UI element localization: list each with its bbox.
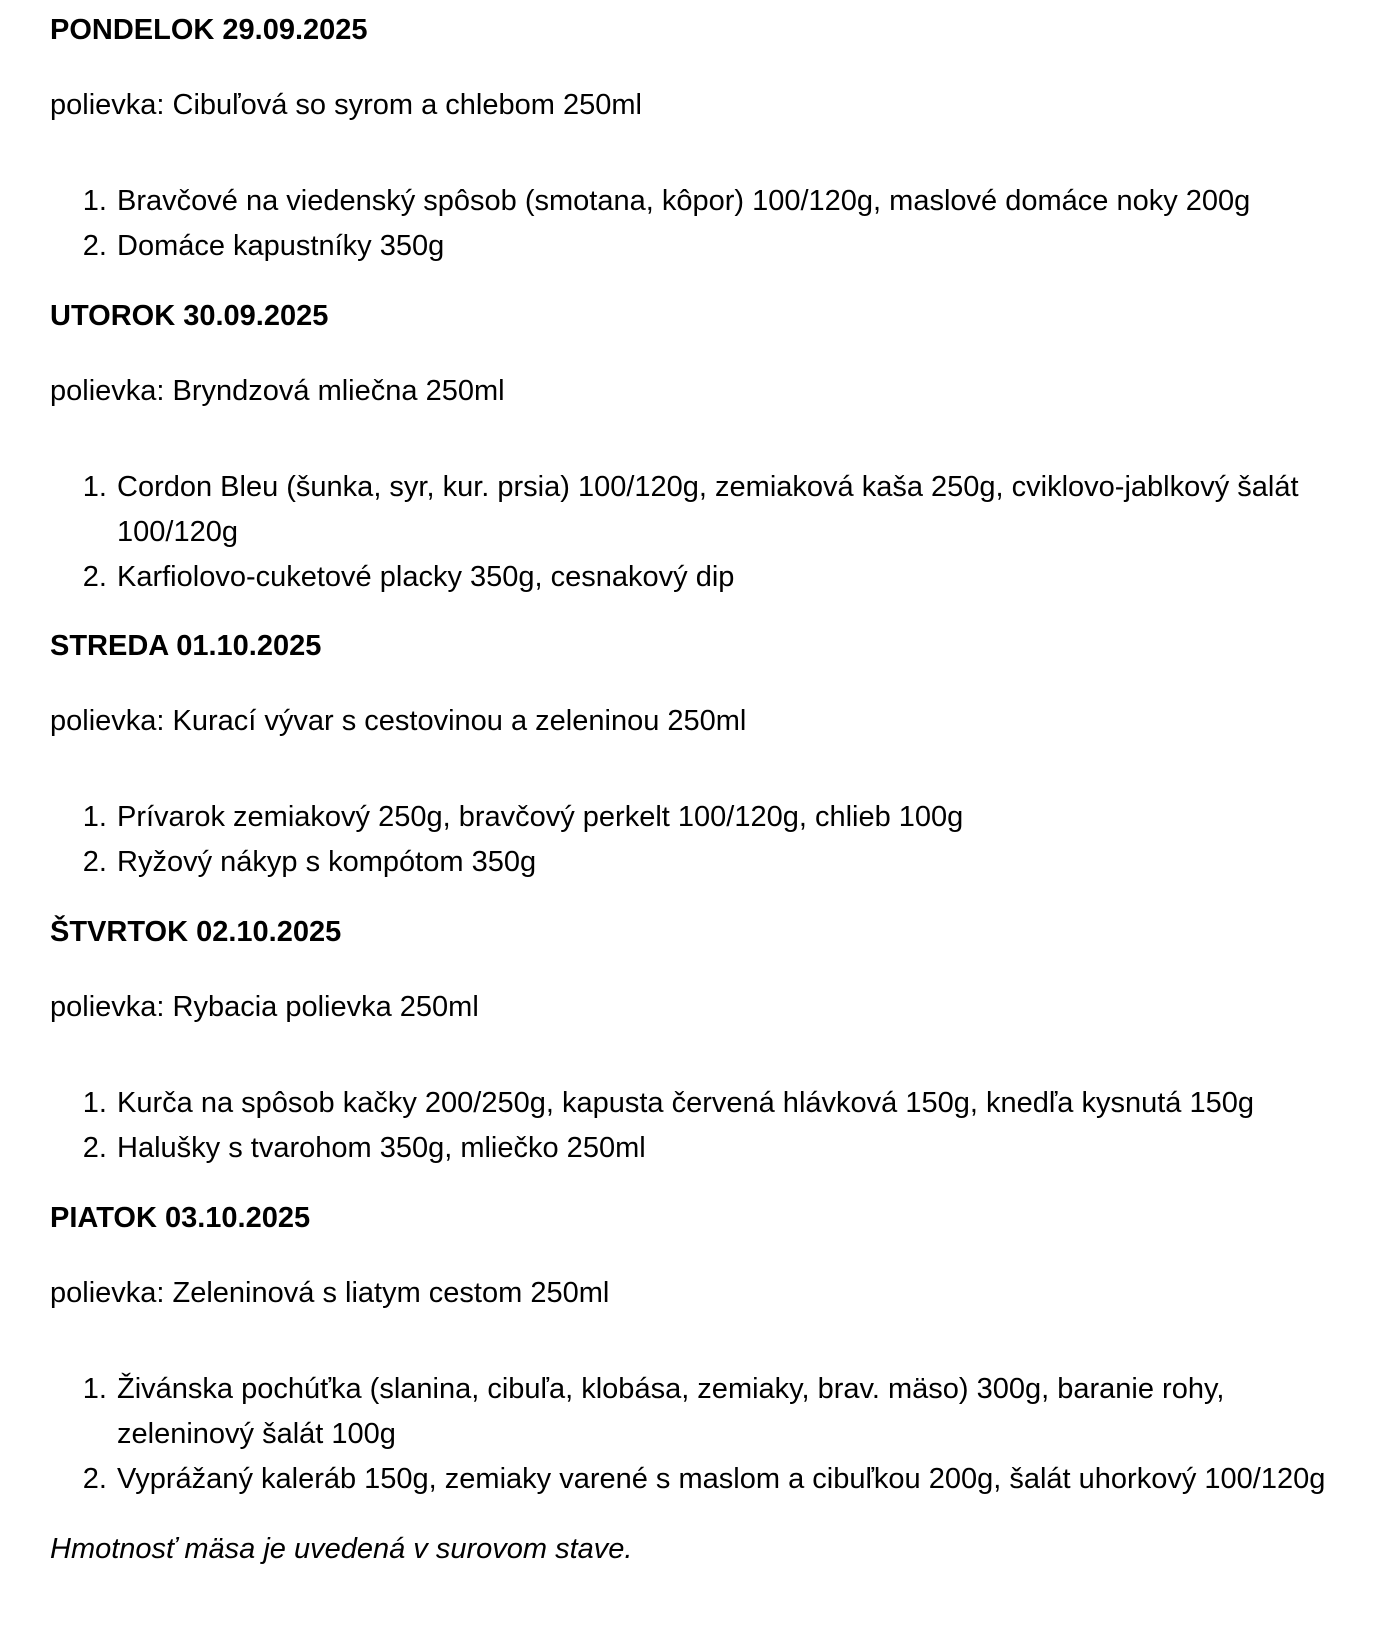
menu-item: 1. Živánska pochúťka (slanina, cibuľa, klobása, zemiaky, brav. mäso) 300g, baranie rohy, zeleninový šalát 100g	[115, 1367, 1330, 1457]
footer-note: Hmotnosť mäsa je uvedená v surovom stave.	[50, 1532, 633, 1565]
soup-line: polievka: Bryndzová mliečna 250ml	[50, 374, 505, 407]
soup-line: polievka: Rybacia polievka 250ml	[50, 991, 479, 1024]
menu-list	[50, 1081, 1330, 1171]
menu-item: 1. Cordon Bleu (šunka, syr, kur. prsia) 100/120g, zemiaková kaša 250g, cviklovo-jablkový šalát 100/120g	[115, 465, 1330, 555]
day-heading: UTOROK 30.09.2025	[50, 299, 329, 332]
menu-list	[50, 1367, 1330, 1502]
soup-line: polievka: Zeleninová s liatym cestom 250ml	[50, 1276, 610, 1309]
menu-item: 2. Halušky s tvarohom 350g, mliečko 250ml	[115, 1126, 1330, 1171]
day-section-monday	[50, 8, 1330, 269]
menu-item: 1. Prívarok zemiakový 250g, bravčový perkelt 100/120g, chlieb 100g	[115, 795, 1330, 840]
menu-item: 2. Karfiolovo-cuketové placky 350g, cesnakový dip	[115, 555, 1330, 600]
day-heading: PIATOK 03.10.2025	[50, 1201, 311, 1234]
day-heading: STREDA 01.10.2025	[50, 630, 322, 663]
menu-list	[50, 465, 1330, 600]
day-section-friday	[50, 1196, 1330, 1502]
day-heading: ŠTVRTOK 02.10.2025	[50, 916, 342, 949]
day-section-wednesday	[50, 624, 1330, 885]
menu-document	[50, 8, 1330, 1572]
menu-item: 2. Ryžový nákyp s kompótom 350g	[115, 840, 1330, 885]
day-section-tuesday	[50, 294, 1330, 600]
menu-list	[50, 179, 1330, 269]
day-heading: PONDELOK 29.09.2025	[50, 14, 368, 46]
menu-item: 1. Kurča na spôsob kačky 200/250g, kapusta červená hlávková 150g, knedľa kysnutá 150g	[115, 1081, 1330, 1126]
menu-item: 1. Bravčové na viedenský spôsob (smotana, kôpor) 100/120g, maslové domáce noky 200g	[115, 179, 1330, 224]
soup-line: polievka: Cibuľová so syrom a chlebom 250ml	[50, 88, 642, 121]
soup-line: polievka: Kurací vývar s cestovinou a zeleninou 250ml	[50, 705, 747, 738]
menu-item: 2. Vyprážaný kaleráb 150g, zemiaky varené s maslom a cibuľkou 200g, šalát uhorkový 100/120g	[115, 1457, 1330, 1502]
menu-item: 2. Domáce kapustníky 350g	[115, 224, 1330, 269]
menu-list	[50, 795, 1330, 885]
day-section-thursday	[50, 910, 1330, 1171]
